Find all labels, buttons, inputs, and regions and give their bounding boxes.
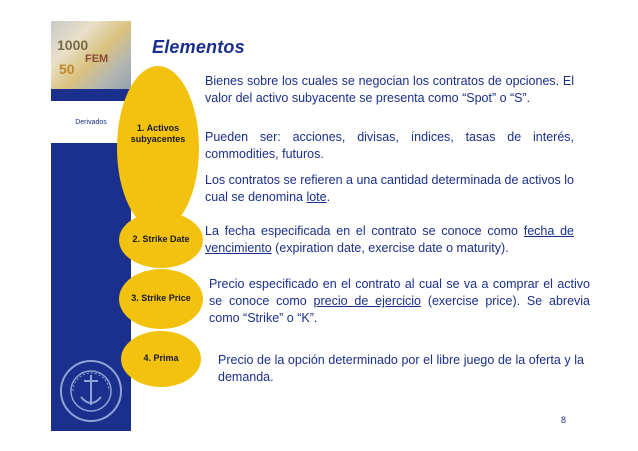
bubble-label: 2. Strike Date — [132, 234, 190, 244]
banknote-value: 50 — [59, 61, 75, 77]
paragraph-strike-price — [209, 276, 590, 327]
term-lote: lote — [306, 190, 327, 204]
section-label: Derivados — [51, 101, 131, 143]
university-seal-icon — [59, 359, 123, 423]
text-segment: (exercise price). Se abrevia como “Strike” o “K”. — [209, 294, 591, 325]
page-number: 8 — [561, 415, 567, 425]
text-segment: (expiration date, exercise date o maturity). — [271, 241, 509, 255]
page-title: Elementos — [152, 37, 245, 57]
text-segment: Precio especificado en el contrato al cual se va a comprar el activo se conoce como — [209, 277, 590, 308]
term-precio-ejercicio: precio de ejercicio — [313, 294, 421, 308]
paragraph-prima: Precio de la opción determinado por el libre juego de la oferta y la demanda. — [218, 353, 584, 384]
banknotes-image — [51, 21, 131, 89]
bubble-activos — [117, 66, 199, 230]
term-fecha-vencimiento: fecha de vencimiento — [205, 224, 574, 255]
text-segment: La fecha especificada en el contrato se conoce como — [205, 224, 524, 238]
paragraph-lote — [205, 172, 574, 206]
bubble-label: 4. Prima — [143, 353, 179, 363]
bubble-label: 3. Strike Price — [131, 293, 191, 303]
banknote-value: 1000 — [57, 37, 89, 53]
text-segment: . — [326, 190, 331, 204]
bubble-label: 1. Activos subyacentes — [130, 123, 186, 144]
paragraph-strike-date — [205, 223, 574, 257]
paragraph-activos-definition: Bienes sobre los cuales se negocian los contratos de opciones. El valor del activo subyacente se presenta como “Spot” o “S”. — [205, 74, 574, 105]
banknote-value: FEM — [85, 53, 109, 65]
text-segment: Los contratos se refieren a una cantidad determinada de activos lo cual se denomina — [205, 173, 574, 204]
paragraph-activos-types: Pueden ser: acciones, divisas, índices, tasas de interés, commodities, futuros. — [205, 130, 574, 161]
sidebar — [51, 21, 131, 431]
